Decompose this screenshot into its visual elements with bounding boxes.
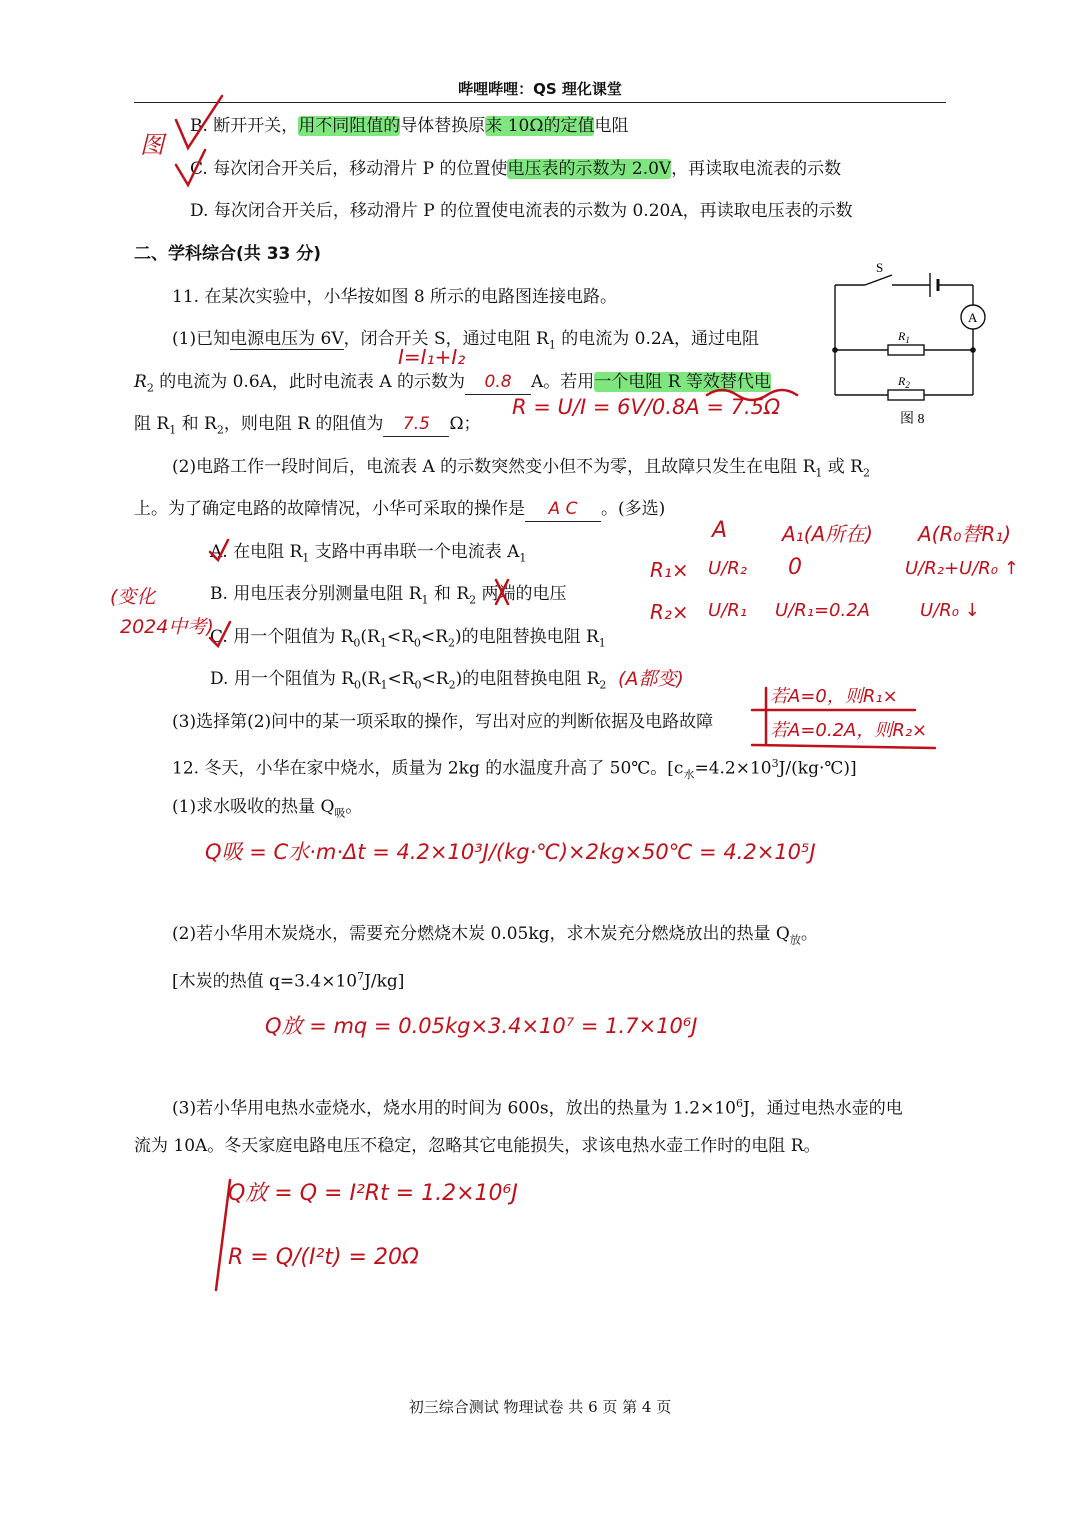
hw-row1-c2: 0 xyxy=(788,555,802,580)
r1-label: $R_1$ xyxy=(898,329,910,345)
hw-row2-label: R₂× xyxy=(650,600,689,624)
hw-answer3-line1: 若A=0，则R₁× xyxy=(770,686,898,707)
hw-q12-part3b: R = Q/(I²t) = 20Ω xyxy=(228,1245,419,1270)
hw-q12-part2: Q放 = mq = 0.05kg×3.4×10⁷ = 1.7×10⁶J xyxy=(265,1014,698,1038)
hw-row1-c1: U/R₂ xyxy=(708,558,747,579)
figure-caption: 图 8 xyxy=(900,412,925,427)
option-b: B. 断开开关，用不同阻值的导体替换原来 10Ω的定值电阻 xyxy=(190,116,629,136)
r2-label: $R_2$ xyxy=(898,374,910,390)
q11-part1-line2: $R_2$ 的电流为 0.6A，此时电流表 A 的示数为 0.8 A。若用一个电阻 R 等效替代电 xyxy=(134,372,771,395)
hw-row2-c1: U/R₁ xyxy=(708,600,747,621)
hw-q12-part1: Q吸 = C水·m·Δt = 4.2×10³J/(kg·℃)×2kg×50℃ = 4.2×10⁵J xyxy=(205,840,816,864)
hw-col-a-r0: A(R₀替R₁) xyxy=(918,522,1012,546)
hw-row1-label: R₁× xyxy=(650,558,689,582)
switch-label: S xyxy=(876,260,884,275)
q11-option-d: D. 用一个阻值为 $R_0(R_1<R_0<R_2)$的电阻替换电阻 $R_2$ xyxy=(210,669,607,692)
q12-part2: (2)若小华用木炭烧水，需要充分燃烧木炭 0.05kg，求木炭充分燃烧放出的热量 $Q_放$。 xyxy=(172,924,818,947)
q11-option-b: B. 用电压表分别测量电阻 $R_1$ 和 $R_2$ 两端的电压 xyxy=(210,584,567,607)
hw-row1-c3: U/R₂+U/R₀ ↑ xyxy=(905,558,1019,579)
hw-note-exam: 2024中考) xyxy=(120,616,214,638)
q11-part2-line1: (2)电路工作一段时间后，电流表 A 的示数突然变小但不为零，且故障只发生在电阻 $R_1$ 或 $R_2$ xyxy=(172,457,870,480)
q11-option-c: C. 用一个阻值为 $R_0(R_1<R_0<R_2)$的电阻替换电阻 $R_1$ xyxy=(210,627,606,650)
option-d: D. 每次闭合开关后，移动滑片 P 的位置使电流表的示数为 0.20A，再读取电压表的示数 xyxy=(190,201,853,221)
hw-current-sum: I=I₁+I₂ xyxy=(398,345,466,369)
q11-part2-line2: 上。为了确定电路的故障情况，小华可采取的操作是 A C 。(多选) xyxy=(134,497,665,522)
q11-part1-line1: (1)已知电源电压为 6V，闭合开关 S，通过电阻 $R_1$ 的电流为 0.2A，通过电阻 xyxy=(172,329,759,352)
hw-col-a1: A₁(A所在) xyxy=(782,522,873,546)
option-c: C. 每次闭合开关后，移动滑片 P 的位置使电压表的示数为 2.0V，再读取电流表的示数 xyxy=(190,159,842,179)
hw-q12-part3a: Q放 = Q = I²Rt = 1.2×10⁶J xyxy=(228,1181,518,1206)
q11-intro: 11. 在某次实验中，小华按如图 8 所示的电路图连接电路。 xyxy=(172,287,618,307)
answer-resistance: 7.5 xyxy=(383,412,449,437)
hw-note-change: (变化 xyxy=(110,586,156,608)
hw-d-note: (A都变) xyxy=(618,668,684,690)
ammeter-label: A xyxy=(968,310,978,325)
hw-resistance-calc: R = U/I = 6V/0.8A = 7.5Ω xyxy=(512,395,781,419)
hw-row2-c2: U/R₁=0.2A xyxy=(775,600,870,621)
cross-b xyxy=(496,580,508,604)
answer-operations: A C xyxy=(525,497,601,522)
hw-answer3-line2: 若A=0.2A，则R₂× xyxy=(770,720,928,741)
q12-part3-line2: 流为 10A。冬天家庭电路电压不稳定，忽略其它电能损失，求该电热水壶工作时的电阻 R。 xyxy=(134,1136,821,1156)
check-c xyxy=(176,150,205,185)
q11-option-a: A. 在电阻 $R_1$ 支路中再串联一个电流表 $A_1$ xyxy=(210,542,527,565)
q11-part1-line3: 阻 $R_1$ 和 $R_2$，则电阻 R 的阻值为 7.5 Ω； xyxy=(134,414,481,437)
section-title: 二、学科综合(共 33 分) xyxy=(134,244,322,264)
q11-part3: (3)选择第(2)问中的某一项采取的操作，写出对应的判断依据及电路故障 xyxy=(172,712,714,732)
hw-row2-c3: U/R₀ ↓ xyxy=(920,600,980,621)
page-header: 哔哩哔哩：QS 理化课堂 xyxy=(458,80,622,98)
q12-intro: 12. 冬天，小华在家中烧水，质量为 2kg 的水温度升高了 50℃。$[c_水=4.2\times 10^3J/(kg\cdot℃)]$ xyxy=(172,757,857,782)
q12-part1: (1)求水吸收的热量 $Q_吸$。 xyxy=(172,797,363,820)
hw-tu: 图 xyxy=(140,131,164,159)
q12-part2-heat-value: [木炭的热值 $q=3.4\times 10^7J/kg$] xyxy=(172,970,405,992)
hw-col-a: A xyxy=(712,518,728,543)
check-b xyxy=(176,96,222,148)
page-footer: 初三综合测试 物理试卷 共 6 页 第 4 页 xyxy=(408,1398,672,1416)
check-a xyxy=(210,540,228,560)
answer-current: 0.8 xyxy=(465,370,531,395)
q12-part3-line1: (3)若小华用电热水壶烧水，烧水用的时间为 600s，放出的热量为 $1.2\times 10^6J$，通过电热水壶的电 xyxy=(172,1097,903,1119)
